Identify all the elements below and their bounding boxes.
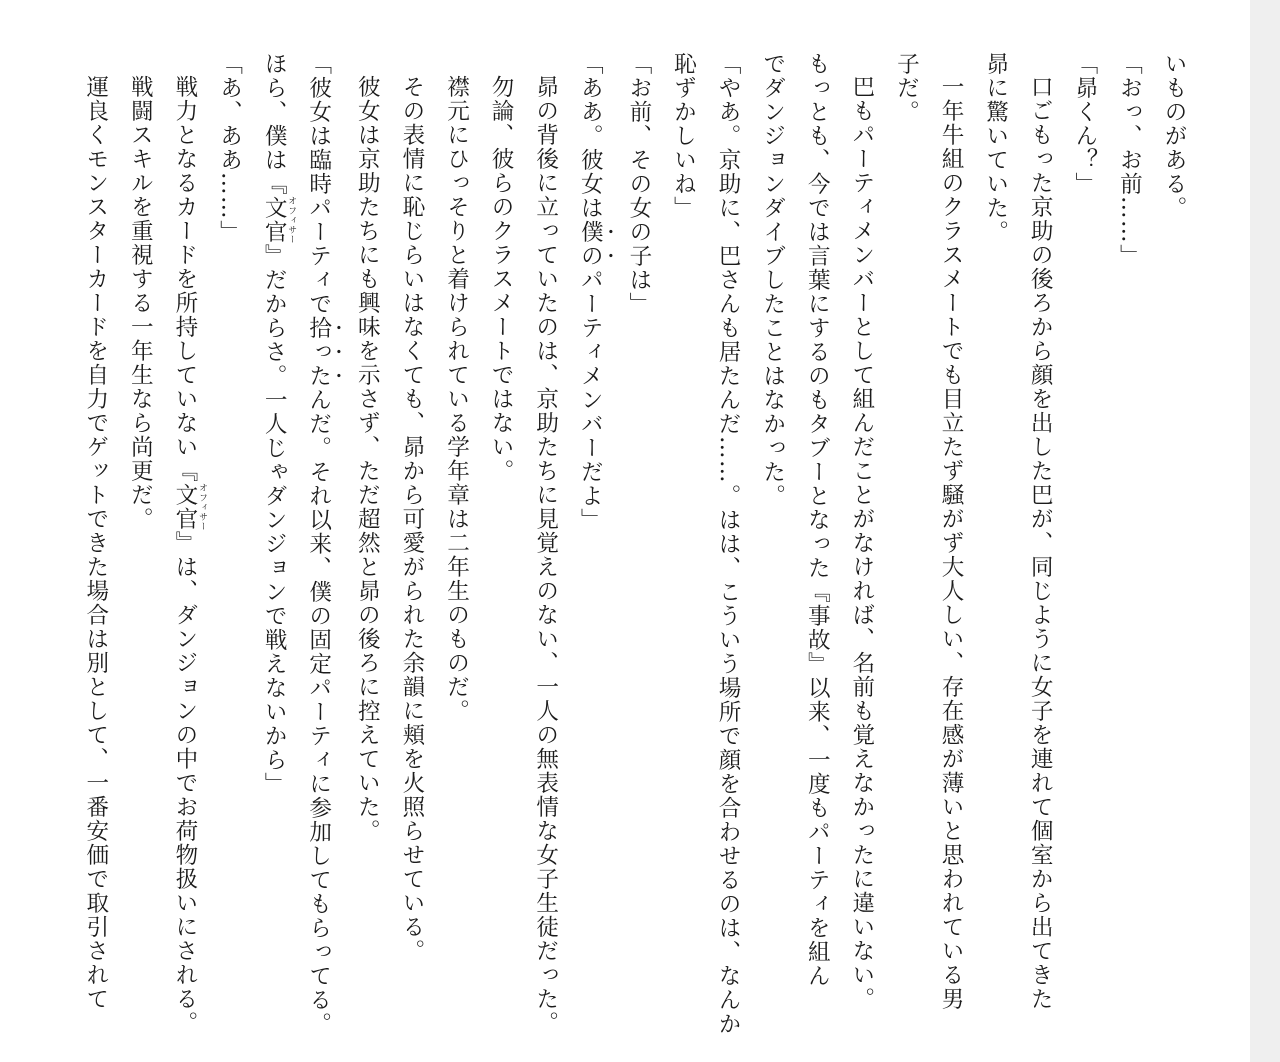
text-line: 「おっ、お前……」 xyxy=(1116,52,1143,268)
text-line: その表情に恥じらいはなくても、昴から可愛がられた余韻に頬を火照らせている。 xyxy=(398,74,425,963)
text-line: 子だ。 xyxy=(893,52,920,124)
emphasis-dots: 拾った xyxy=(305,316,332,388)
text-line: 一年牛組のクラスメートでも目立たず騒がず大人しい、存在感が薄いと思われている男 xyxy=(938,74,965,1011)
text-line-emphasis: 「ああ。彼女は僕のパーティメンバーだよ」 xyxy=(577,52,604,532)
text-line: でダンジョンダイブしたことはなかった。 xyxy=(759,52,786,508)
text-line: 運良くモンスターカードを自力でゲットできた場合は別として、一番安価で取引されて xyxy=(82,74,109,1011)
text-line: 襟元にひっそりと着けられている学年章は二年生のものだ。 xyxy=(443,74,470,723)
text-line: 彼女は京助たちにも興味を示さず、ただ超然と昴の後ろに控えていた。 xyxy=(354,74,381,843)
text-line: 巴もパーティメンバーとして組んだことがなければ、名前も覚えなかったに違いない。 xyxy=(848,74,875,1011)
text-line: 昴に驚いていた。 xyxy=(982,52,1009,244)
text-line-ruby: ほら、僕は『文官 オフィサー』だからさ。一人じゃダンジョンで戦えないから」 xyxy=(261,52,297,796)
page-gutter xyxy=(1250,0,1280,1062)
text-line-ruby: 戦力となるカードを所持していない『文官 オフィサー』は、ダンジョンの中でお荷物扱いにされる。 xyxy=(171,74,207,1035)
text-line: いものがある。 xyxy=(1161,52,1187,220)
ruby-annotation: 文官 オフィサー xyxy=(261,196,297,244)
text-line: もっとも、今では言葉にするのもタブーとなった『事故』以来、一度もパーティを組ん xyxy=(804,52,831,988)
text-line-emphasis: 「彼女は臨時パーティで拾ったんだ。それ以来、僕の固定パーティに参加してもらってる。 xyxy=(305,52,332,1036)
text-line: 恥ずかしいね」 xyxy=(670,52,697,220)
text-line: 「あ、ああ……」 xyxy=(216,52,243,244)
text-line: 「やあ。京助に、巴さんも居たんだ……。はは、こういう場所で顔を合わせるのは、なんか xyxy=(715,52,742,1036)
text-line: 「お前、その女の子は」 xyxy=(625,52,652,316)
vertical-text-body xyxy=(73,52,1196,1036)
text-line: 昴の背後に立っていたのは、京助たちに見覚えのない、一人の無表情な女子生徒だった。 xyxy=(532,74,559,1035)
ruby-annotation: 文官 オフィサー xyxy=(171,482,207,531)
text-line: 勿論、彼らのクラスメートではない。 xyxy=(488,74,515,483)
text-line: 口ごもった京助の後ろから顔を出した巴が、同じように女子を連れて個室から出てきた xyxy=(1027,74,1054,1011)
text-line: 「昴くん？」 xyxy=(1071,52,1098,196)
text-line: 戦闘スキルを重視する一年生なら尚更だ。 xyxy=(127,74,154,531)
emphasis-dots: 僕の xyxy=(577,220,604,268)
